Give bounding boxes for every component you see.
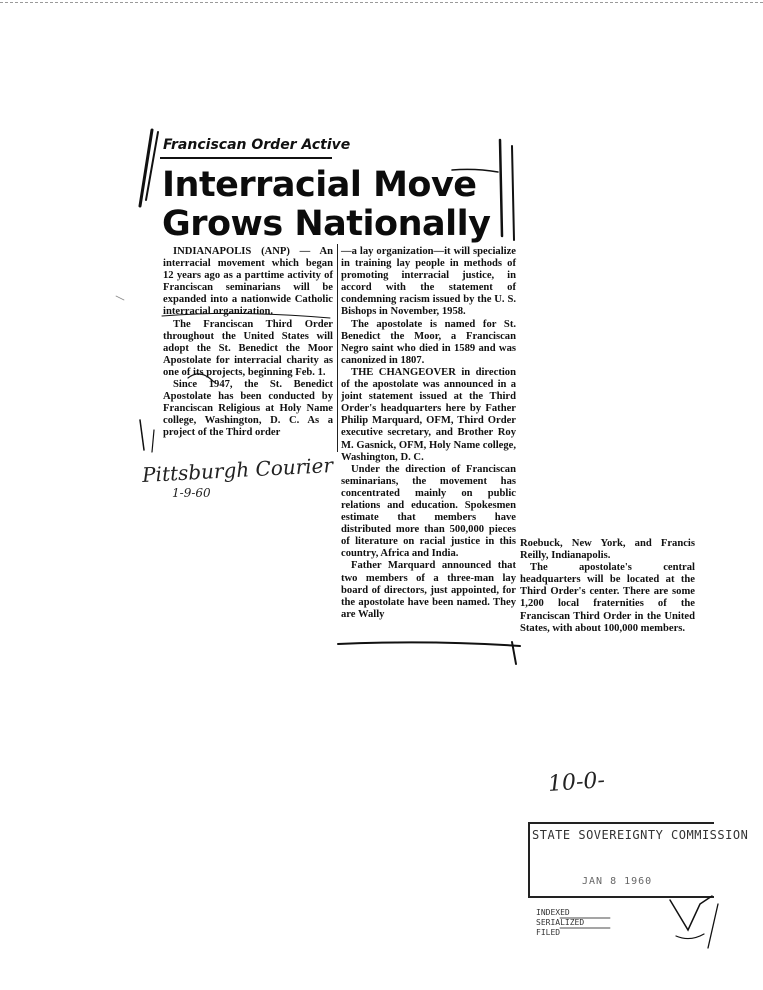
article-paragraph: INDIANAPOLIS (ANP) — An interracial movement which began 12 years ago as a parttime activity of Franciscan seminarians will be expanded into a nationwide Catholic interracial organization. (163, 246, 333, 318)
article-paragraph: —a lay organization—it will specialize in training lay people in methods of promoting interracial justice, in accord with the statement of condemning racism issued by the U. S. Bishops in November, 1958. (341, 246, 516, 318)
stamp-date: JAN 8 1960 (582, 876, 653, 887)
stamp-label-indexed: INDEXED (536, 908, 570, 917)
stamp-title: STATE SOVEREIGNTY COMMISSION (532, 828, 749, 842)
article-paragraph: Since 1947, the St. Benedict Apostolate has been conducted by Franciscan Religious at Holy Name college, Washington, D. C. As a project of the Third order (163, 379, 333, 439)
handwritten-date: 1-9-60 (172, 486, 211, 500)
kicker: Franciscan Order Active (163, 137, 351, 153)
article-paragraph: Under the direction of Franciscan seminarians, the movement has concentrated mainly on public relations and education. Spokesmen estimate that members have distributed more than 500,000 pieces of literature on racial justice in this country, Africa and India. (341, 463, 516, 560)
stamp-label-serialized: SERIALIZED (536, 918, 585, 927)
article-paragraph: THE CHANGEOVER in direction of the apostolate was announced in a joint statement issued at the Third Order's headquarters here by Father Philip Marquard, OFM, Third Order executive secretary, and Brother Roy M. Gasnick, OFM, Holy Name college, Washington, D. C. (341, 366, 516, 463)
headline-line-2: Grows Nationally (162, 204, 491, 244)
handwritten-file-number: 10-0- (547, 768, 606, 797)
article-paragraph: Roebuck, New York, and Francis Reilly, Indianapolis. (520, 538, 695, 562)
handwritten-source: Pittsburgh Courier (141, 453, 334, 487)
article-paragraph: The Franciscan Third Order throughout the United States will adopt the St. Benedict the Moor Apostolate for interracial charity as one of its projects, beginning Feb. 1. (163, 318, 333, 378)
article-paragraph: Father Marquard announced that two members of a three-man lay board of directors, just appointed, for the apostolate have been named. They are Wally (341, 560, 516, 620)
stamp-label-filed: FILED (536, 928, 561, 937)
article-paragraph: The apostolate is named for St. Benedict the Moor, a Franciscan Negro saint who died in 1589 and was canonized in 1807. (341, 318, 516, 366)
article-paragraph: The apostolate's central headquarters will be located at the Third Order's center. There are some 1,200 local fraternities of the Franciscan Third Order in the United States, with about 100,000 members. (520, 562, 695, 634)
headline-line-1: Interracial Move (162, 165, 477, 205)
